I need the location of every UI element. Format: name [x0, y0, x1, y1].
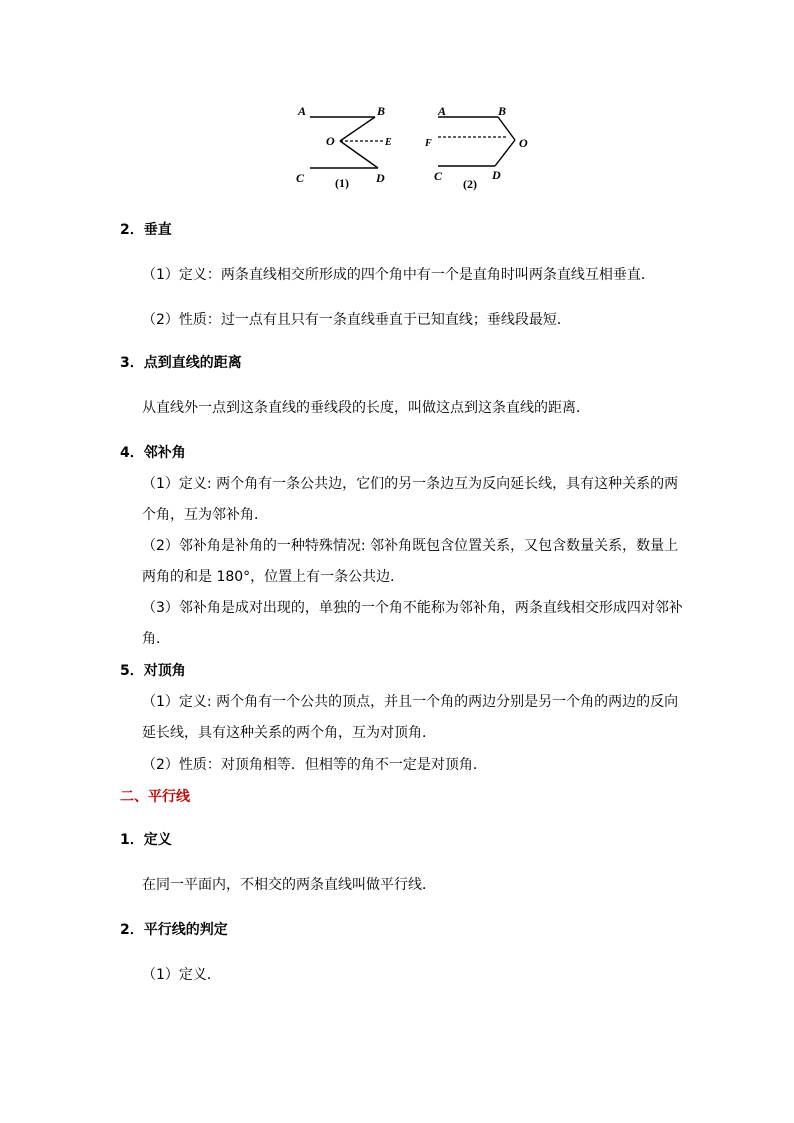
paragraph-adjacent-2a: （2）邻补角是补角的一种特殊情况: 邻补角既包含位置关系，又包含数量关系，数量上 [142, 538, 679, 554]
label-b: B [377, 104, 386, 118]
figure-2 [420, 98, 540, 202]
chapter-heading-parallel-lines: 二、平行线 [120, 789, 190, 805]
paragraph-perpendicular-definition: （1）定义：两条直线相交所形成的四个角中有一个是直角时叫两条直线互相垂直． [142, 267, 655, 283]
label-a: A [438, 104, 447, 118]
paragraph-perpendicular-property: （2）性质：过一点有且只有一条直线垂直于已知直线；垂线段最短． [142, 312, 571, 328]
figure-2-diagram [420, 98, 540, 198]
section-heading-adjacent-angles: 4．邻补角 [120, 445, 186, 461]
paragraph-adjacent-2b: 两角的和是 180°，位置上有一条公共边． [142, 569, 405, 585]
paragraph-vertical-1b: 延长线，具有这种关系的两个角，互为对顶角． [142, 725, 436, 741]
section-heading-perpendicular: 2．垂直 [120, 222, 172, 238]
section-heading-definition: 1．定义 [120, 832, 172, 848]
label-c: C [434, 169, 443, 183]
section-heading-vertical-angles: 5．对顶角 [120, 663, 186, 679]
label-d: D [376, 171, 385, 185]
label-d: D [492, 168, 501, 182]
figure-1-diagram [290, 98, 410, 198]
paragraph-vertical-1a: （1）定义: 两个角有一个公共的顶点，并且一个角的两边分别是另一个角的两边的反向 [142, 694, 679, 710]
paragraph-distance: 从直线外一点到这条直线的垂线段的长度，叫做这点到这条直线的距离． [142, 400, 590, 416]
paragraph-adjacent-1a: （1）定义: 两个角有一条公共边，它们的另一条边互为反向延长线，具有这种关系的两 [142, 476, 679, 492]
section-heading-distance: 3．点到直线的距离 [120, 355, 242, 371]
label-f: F [425, 138, 432, 149]
figure-1-caption: (1) [335, 176, 349, 190]
label-e: E [385, 137, 392, 148]
figure-2-caption: (2) [463, 177, 477, 191]
label-a: A [298, 104, 307, 118]
paragraph-criteria-1: （1）定义． [142, 967, 221, 983]
paragraph-parallel-definition: 在同一平面内，不相交的两条直线叫做平行线． [142, 877, 436, 893]
paragraph-adjacent-3b: 角． [142, 631, 170, 647]
label-c: C [296, 171, 305, 185]
paragraph-adjacent-3a: （3）邻补角是成对出现的，单独的一个角不能称为邻补角，两条直线相交形成四对邻补 [142, 600, 683, 616]
label-b: B [498, 104, 507, 118]
paragraph-vertical-2: （2）性质：对顶角相等．但相等的角不一定是对顶角． [142, 757, 487, 773]
label-o: O [326, 134, 335, 148]
section-heading-parallel-criteria: 2．平行线的判定 [120, 922, 228, 938]
label-o: O [519, 136, 528, 150]
figure-1 [290, 98, 410, 202]
paragraph-adjacent-1b: 个角，互为邻补角． [142, 507, 268, 523]
